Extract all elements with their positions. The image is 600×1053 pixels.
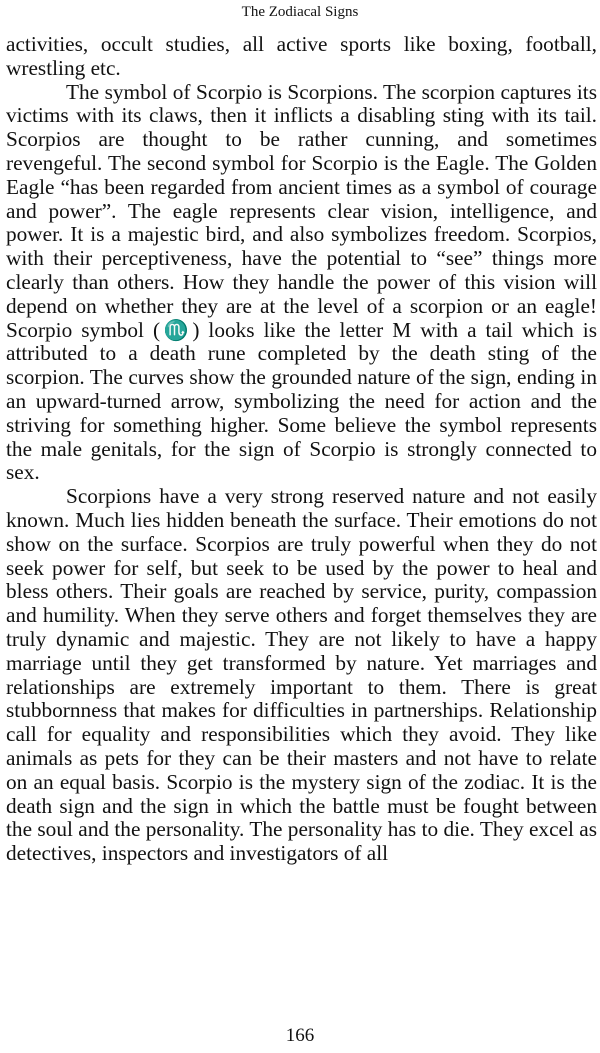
page-number: 166 (285, 1025, 315, 1046)
paragraph-continuation: activities, occult studies, all active sports like boxing, football, wrestling etc. (6, 32, 597, 80)
paragraph-scorpio-nature: Scorpions have a very strong reserved nature and not easily known. Much lies hidden beneath the surface. Their emotions do not show on the surface. Scorpios are truly powerful when they do not seek power for self, but seek to be used by the power to heal and bless others. Their goals are reached by service, purity, compassion and humility. When they serve others and forget themselves they are truly dynamic and majestic. They are not likely to have a happy marriage until they get transformed by nature. Yet marriages and relationships are extremely important to them. There is great stubbornness that makes for difficulties in partnerships. Relationship call for equality and responsibilities which they avoid. They like animals as pets for they can be their masters and not have to relate on an equal basis. Scorpio is the mystery sign of the zodiac. It is the death sign and the sign in which the battle must be fought between the soul and the personality. The personality has to die. They excel as detectives, inspectors and investigators of all (6, 484, 597, 866)
paragraph-text-after-symbol: ) looks like the letter M with a tail which is attributed to a death rune completed by the death sting of the scorpion. The curves show the grounded nature of the sign, ending in an upward-turned arrow, symbolizing the need for action and the striving for something higher. Some believe the symbol represents the male genitals, for the sign of Scorpio is strongly connected to sex. (6, 317, 597, 485)
paragraph-scorpio-symbol (6, 81, 597, 486)
scorpio-glyph-icon: ♏ (160, 317, 193, 342)
body-text (6, 33, 597, 866)
paragraph-text-before-symbol: The symbol of Scorpio is Scorpions. The scorpion captures its victims with its claws, then it inflicts a disabling sting with its tail. Scorpios are thought to be rather cunning, and sometimes revengeful. The second symbol for Scorpio is the Eagle. The Golden Eagle “has been regarded from ancient times as a symbol of courage and power”. The eagle represents clear vision, intelligence, and power. It is a majestic bird, and also symbolizes freedom. Scorpios, with their perceptiveness, have the potential to “see” things more clearly than others. How they handle the power of this vision will depend on whether they are at the level of a scorpion or an eagle! Scorpio symbol ( (6, 79, 597, 342)
running-head: The Zodiacal Signs (241, 4, 359, 20)
